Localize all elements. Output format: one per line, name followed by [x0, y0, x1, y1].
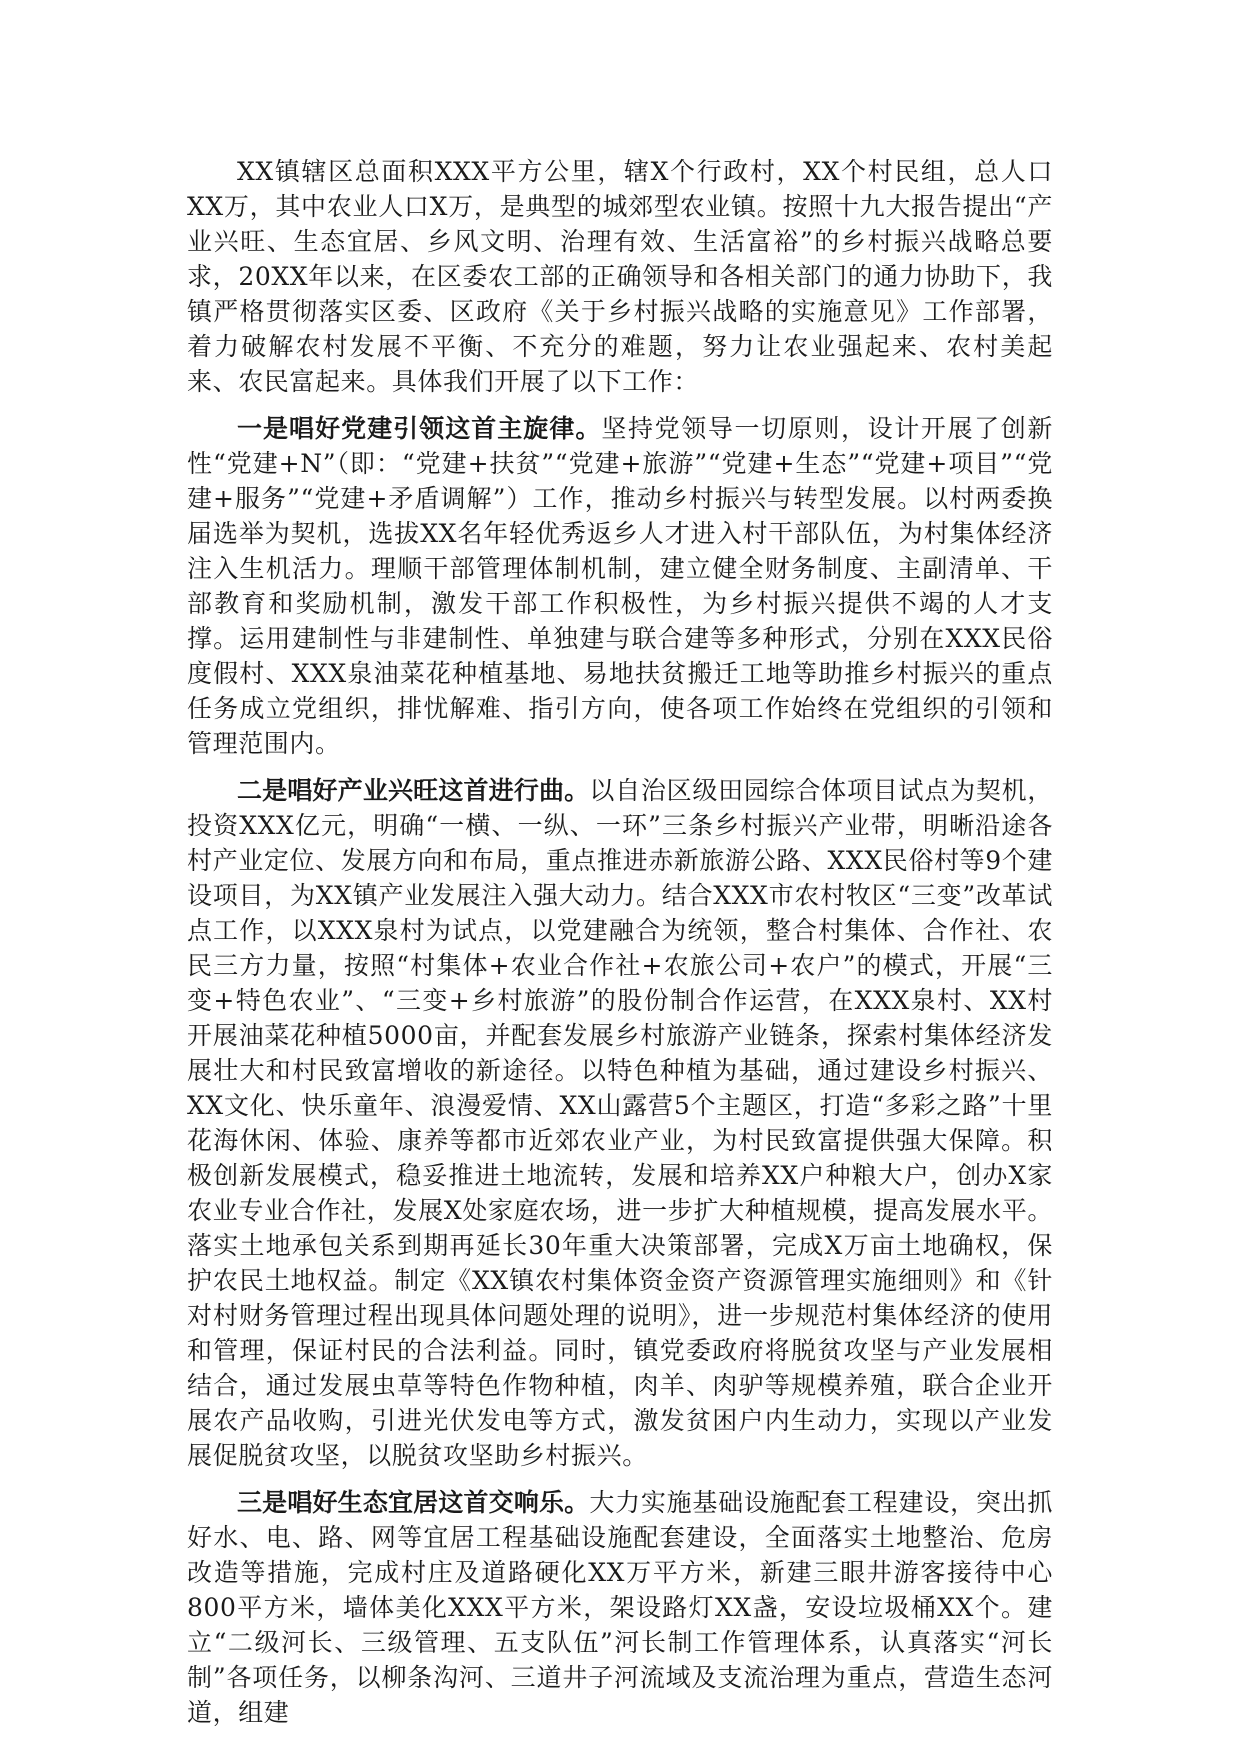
paragraph-text: 大力实施基础设施配套工程建设，突出抓好水、电、路、网等宜居工程基础设施配套建设，全面落实土地整治、危房改造等措施，完成村庄及道路硬化XX万平方米，新建三眼井游客接待中心800平方米，墙体美化XXX平方米，架设路灯XX盏，安设垃圾桶XX个。建立“二级河长、三级管理、五支队伍”河长制工作管理体系，认真落实“河长制”各项任务，以柳条沟河、三道井子河流域及支流治理为重点，营造生态河道，组建 — [187, 1488, 1053, 1727]
paragraph-text: 坚持党领导一切原则，设计开展了创新性“党建+N”（即：“党建+扶贫”“党建+旅游”“党建+生态”“党建+项目”“党建+服务”“党建+矛盾调解”）工作，推动乡村振兴与转型发展。以村两委换届选举为契机，选拔XX名年轻优秀返乡人才进入村干部队伍，为村集体经济注入生机活力。理顺干部管理体制机制，建立健全财务制度、主副清单、干部教育和奖励机制，激发干部工作积极性，为乡村振兴提供不竭的人才支撑。运用建制性与非建制性、单独建与联合建等多种形式，分别在XXX民俗度假村、XXX泉油菜花种植基地、易地扶贫搬迁工地等助推乡村振兴的重点任务成立党组织，排忧解难、指引方向，使各项工作始终在党组织的引领和管理范围内。 — [187, 414, 1053, 758]
section-heading: 三是唱好生态宜居这首交响乐。 — [237, 1488, 590, 1517]
paragraph-text: XX镇辖区总面积XXX平方公里，辖X个行政村，XX个村民组，总人口XX万，其中农业人口X万，是典型的城郊型农业镇。按照十九大报告提出“产业兴旺、生态宜居、乡风文明、治理有效、生活富裕”的乡村振兴战略总要求，20XX年以来，在区委农工部的正确领导和各相关部门的通力协助下，我镇严格贯彻落实区委、区政府《关于乡村振兴战略的实施意见》工作部署，着力破解农村发展不平衡、不充分的难题，努力让农业强起来、农村美起来、农民富起来。具体我们开展了以下工作： — [187, 157, 1053, 396]
section-party-building — [187, 411, 1053, 761]
paragraph-text: 以自治区级田园综合体项目试点为契机，投资XXX亿元，明确“一横、一纵、一环”三条乡村振兴产业带，明晰沿途各村产业定位、发展方向和布局，重点推进赤新旅游公路、XXX民俗村等9个建设项目，为XX镇产业发展注入强大动力。结合XXX市农村牧区“三变”改革试点工作，以XXX泉村为试点，以党建融合为统领，整合村集体、合作社、农民三方力量，按照“村集体+农业合作社+农旅公司+农户”的模式，开展“三变+特色农业”、“三变+乡村旅游”的股份制合作运营，在XXX泉村、XX村开展油菜花种植5000亩，并配套发展乡村旅游产业链条，探索村集体经济发展壮大和村民致富增收的新途径。以特色种植为基础，通过建设乡村振兴、XX文化、快乐童年、浪漫爱情、XX山露营5个主题区，打造“多彩之路”十里花海休闲、体验、康养等都市近郊农业产业，为村民致富提供强大保障。积极创新发展模式，稳妥推进土地流转，发展和培养XX户种粮大户，创办X家农业专业合作社，发展X处家庭农场，进一步扩大种植规模，提高发展水平。落实土地承包关系到期再延长30年重大决策部署，完成X万亩土地确权，保护农民土地权益。制定《XX镇农村集体资金资产资源管理实施细则》和《针对村财务管理过程出现具体问题处理的说明》，进一步规范村集体经济的使用和管理，保证村民的合法利益。同时，镇党委政府将脱贫攻坚与产业发展相结合，通过发展虫草等特色作物种植，肉羊、肉驴等规模养殖，联合企业开展农产品收购，引进光伏发电等方式，激发贫困户内生动力，实现以产业发展促脱贫攻坚，以脱贫攻坚助乡村振兴。 — [187, 776, 1053, 1470]
intro-paragraph — [187, 154, 1053, 399]
section-ecology — [187, 1485, 1053, 1730]
section-heading: 二是唱好产业兴旺这首进行曲。 — [237, 776, 590, 805]
section-industry — [187, 773, 1053, 1473]
document-page — [187, 154, 1053, 1742]
section-heading: 一是唱好党建引领这首主旋律。 — [237, 414, 602, 443]
